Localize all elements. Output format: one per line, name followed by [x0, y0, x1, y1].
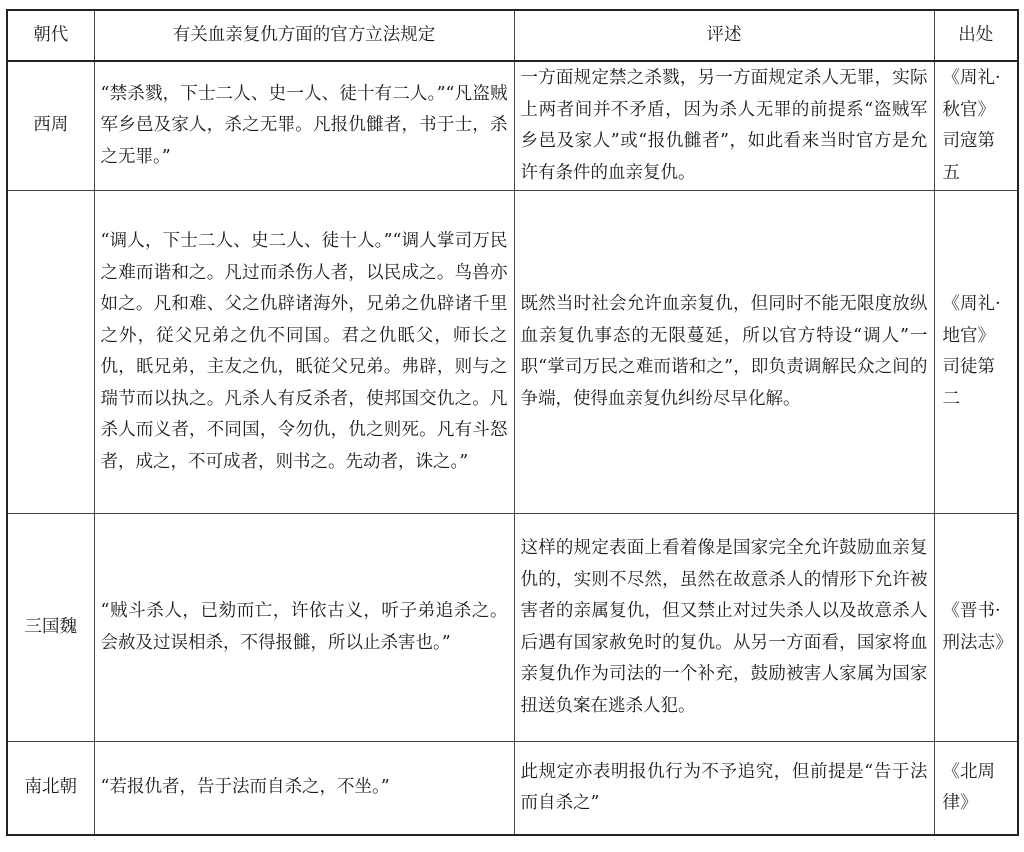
cell-review: 一方面规定禁之杀戮，另一方面规定杀人无罪，实际上两者间并不矛盾，因为杀人无罪的前提系“盗贼军乡邑及家人”或“报仇雠者”，如此看来当时官方是允许有条件的血亲复仇。	[514, 61, 934, 191]
header-source: 出处	[934, 10, 1018, 61]
table-row	[7, 742, 1018, 836]
blood-revenge-law-table	[6, 9, 1019, 836]
cell-provision: “调人，下士二人、史二人、徒十人。”“调人掌司万民之难而谐和之。凡过而杀伤人者，以民成之。鸟兽亦如之。凡和难、父之仇辟诸海外，兄弟之仇辟诸千里之外，従父兄弟之仇不同国。君之仇眂父，师长之仇，眂兄弟，主友之仇，眂従父兄弟。弗辟，则与之瑞节而以执之。凡杀人有反杀者，使邦国交仇之。凡杀人而义者，不同国，令勿仇，仇之则死。凡有斗怒者，成之，不可成者，则书之。先动者，诛之。”	[94, 191, 514, 514]
cell-review: 这样的规定表面上看着像是国家完全允许鼓励血亲复仇的，实则不尽然，虽然在故意杀人的情形下允许被害者的亲属复仇，但又禁止对过失杀人以及故意杀人后遇有国家赦免时的复仇。从另一方面看，国家将血亲复仇作为司法的一个补充，鼓励被害人家属为国家扭送负案在逃杀人犯。	[514, 514, 934, 742]
table-row	[7, 514, 1018, 742]
header-dynasty: 朝代	[7, 10, 94, 61]
cell-review: 既然当时社会允许血亲复仇，但同时不能无限度放纵血亲复仇事态的无限蔓延，所以官方特设“调人”一职“掌司万民之难而谐和之”，即负责调解民众之间的争端，使得血亲复仇纠纷尽早化解。	[514, 191, 934, 514]
table-header-row	[7, 10, 1018, 61]
table-row	[7, 61, 1018, 191]
header-review: 评述	[514, 10, 934, 61]
cell-dynasty: 南北朝	[7, 742, 94, 836]
cell-source: 《北周律》	[934, 742, 1018, 836]
cell-dynasty	[7, 191, 94, 514]
cell-provision: “禁杀戮，下士二人、史一人、徒十有二人。”“凡盗贼军乡邑及家人，杀之无罪。凡报仇雠者，书于士，杀之无罪。”	[94, 61, 514, 191]
cell-provision: “贼斗杀人，已劾而亡，许依古义，听子弟追杀之。会赦及过误相杀，不得报雠，所以止杀害也。”	[94, 514, 514, 742]
cell-review: 此规定亦表明报仇行为不予追究，但前提是“告于法而自杀之”	[514, 742, 934, 836]
table-row	[7, 191, 1018, 514]
cell-source: 《周礼·秋官》司寇第五	[934, 61, 1018, 191]
cell-dynasty: 西周	[7, 61, 94, 191]
document-page	[6, 9, 1017, 836]
cell-dynasty: 三国魏	[7, 514, 94, 742]
cell-provision: “若报仇者，告于法而自杀之，不坐。”	[94, 742, 514, 836]
cell-source: 《周礼·地官》司徒第二	[934, 191, 1018, 514]
header-provision: 有关血亲复仇方面的官方立法规定	[94, 10, 514, 61]
cell-source: 《晋书·刑法志》	[934, 514, 1018, 742]
